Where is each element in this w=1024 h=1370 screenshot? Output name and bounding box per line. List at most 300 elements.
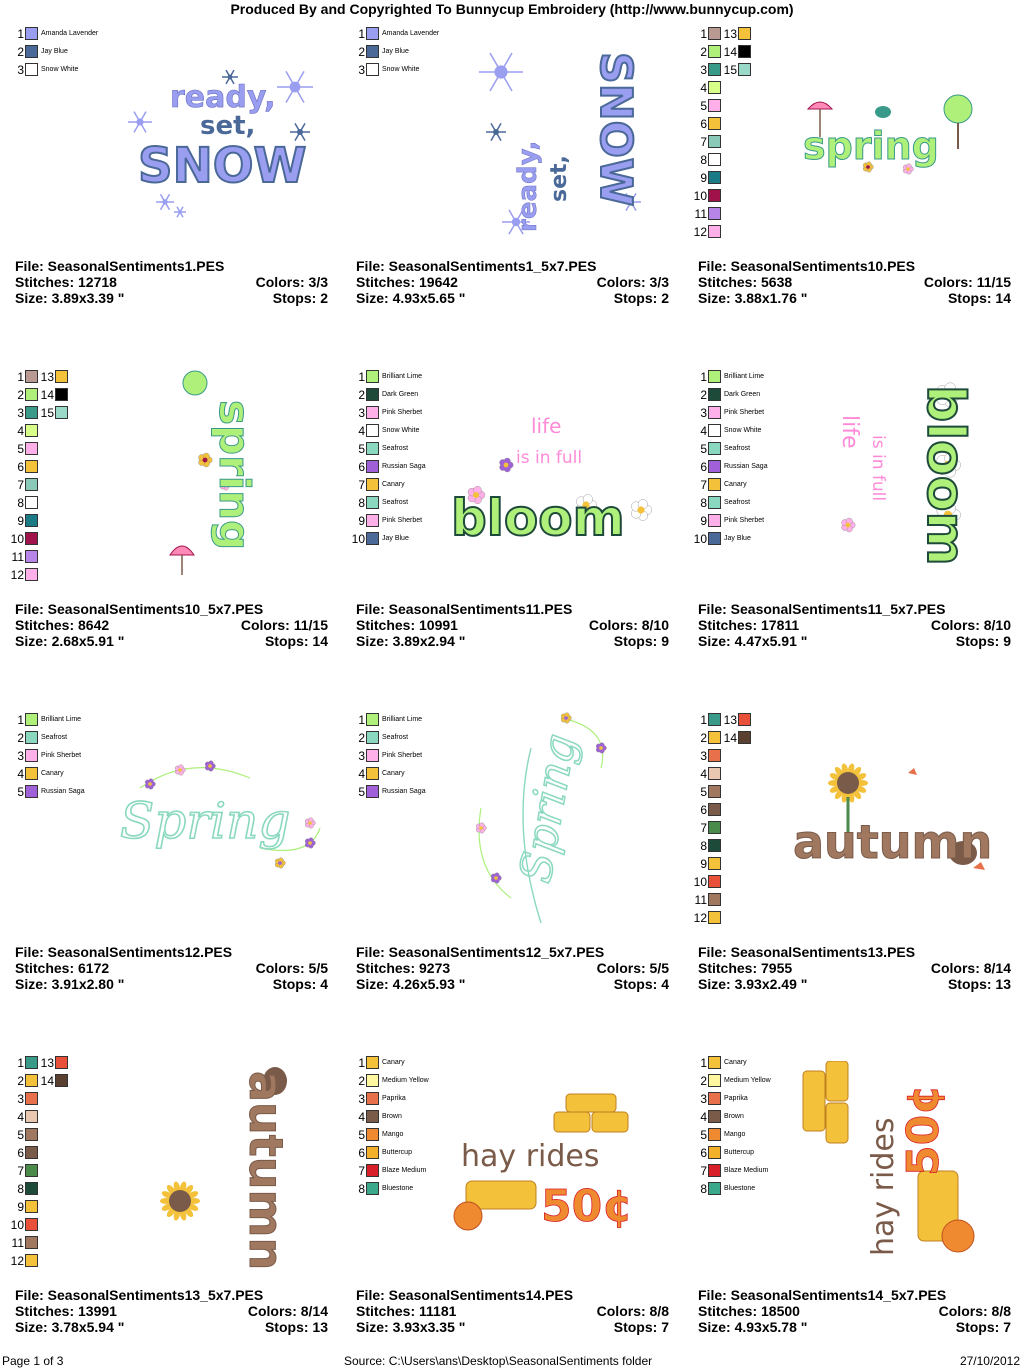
legend-entry <box>6 1055 38 1071</box>
design-size: 4.93x5.78 <box>734 1319 797 1335</box>
color-swatch <box>708 514 721 527</box>
design-preview-image <box>120 57 330 227</box>
color-swatch <box>25 1218 38 1231</box>
design-info <box>698 601 1011 649</box>
inch-mark: " <box>796 290 808 306</box>
design-size: 3.91x2.80 <box>51 976 114 992</box>
stops-label: Stops: <box>947 976 996 992</box>
color-swatch <box>708 424 721 437</box>
stitches-label: Stitches: <box>356 274 420 290</box>
legend-number: 1 <box>700 370 707 384</box>
legend-number: 8 <box>358 1182 365 1196</box>
color-swatch <box>25 1128 38 1141</box>
thread-name: Russian Saga <box>382 788 426 795</box>
stop-count: 9 <box>661 633 669 649</box>
legend-entry <box>347 513 422 529</box>
legend-number: 7 <box>700 1164 707 1178</box>
color-swatch <box>25 45 38 58</box>
thread-name: Blaze Medium <box>382 1167 427 1174</box>
color-count: 8/10 <box>983 617 1011 633</box>
legend-entry <box>347 477 405 493</box>
color-swatch <box>366 1110 379 1123</box>
design-card <box>341 365 681 708</box>
inch-mark: " <box>454 1319 466 1335</box>
legend-entry <box>6 1235 38 1251</box>
legend-number: 4 <box>700 1110 707 1124</box>
thread-name: Brown <box>724 1113 744 1120</box>
legend-entry <box>689 152 721 168</box>
size-label: Size: <box>698 1319 735 1335</box>
legend-entry <box>689 712 721 728</box>
design-size: 4.26x5.93 <box>392 976 455 992</box>
legend-number: 14 <box>40 1074 54 1088</box>
stop-count: 13 <box>995 976 1011 992</box>
file-name: SeasonalSentiments13.PES <box>730 944 916 960</box>
legend-number: 4 <box>700 81 707 95</box>
color-swatch <box>366 767 379 780</box>
legend-entry <box>347 26 439 42</box>
embroidery-artwork <box>456 42 656 242</box>
embroidery-artwork <box>150 1051 300 1281</box>
legend-entry <box>689 387 760 403</box>
legend-number: 3 <box>358 749 365 763</box>
design-info <box>356 1287 669 1335</box>
file-label: File: <box>356 601 389 617</box>
size-label: Size: <box>356 633 393 649</box>
legend-number: 10 <box>693 875 707 889</box>
legend-number: 8 <box>700 839 707 853</box>
legend-entry <box>36 369 68 385</box>
thread-name: Jay Blue <box>382 48 409 55</box>
thread-name: Buttercup <box>724 1149 754 1156</box>
color-count: 3/3 <box>649 274 669 290</box>
design-info <box>356 944 669 992</box>
color-swatch <box>366 45 379 58</box>
thread-name: Medium Yellow <box>724 1077 771 1084</box>
legend-entry <box>6 531 38 547</box>
thread-name: Canary <box>41 770 64 777</box>
design-info <box>356 258 669 306</box>
legend-number: 4 <box>17 767 24 781</box>
legend-number: 11 <box>694 893 707 907</box>
thread-name: Canary <box>724 1059 747 1066</box>
legend-number: 9 <box>700 514 707 528</box>
color-swatch <box>366 370 379 383</box>
print-date: 27/10/2012 <box>959 1354 1020 1368</box>
stitches-label: Stitches: <box>15 274 79 290</box>
legend-number: 13 <box>723 27 737 41</box>
color-swatch <box>366 63 379 76</box>
legend-number: 4 <box>17 1110 24 1124</box>
legend-entry <box>6 441 38 457</box>
design-card <box>683 1051 1023 1370</box>
legend-number: 6 <box>700 460 707 474</box>
legend-number: 8 <box>17 1182 24 1196</box>
file-name: SeasonalSentiments1.PES <box>47 258 225 274</box>
color-swatch <box>366 442 379 455</box>
legend-entry <box>347 405 422 421</box>
legend-number: 7 <box>17 478 24 492</box>
stops-label: Stops: <box>613 1319 662 1335</box>
legend-entry <box>719 730 751 746</box>
legend-number: 2 <box>700 731 707 745</box>
legend-entry <box>6 1199 38 1215</box>
legend-entry <box>36 1073 68 1089</box>
color-swatch <box>55 406 68 419</box>
thread-name: Buttercup <box>382 1149 412 1156</box>
legend-number: 11 <box>11 550 24 564</box>
colors-label: Colors: <box>588 617 642 633</box>
legend-number: 9 <box>700 857 707 871</box>
color-swatch <box>708 1146 721 1159</box>
design-preview-image <box>110 748 330 888</box>
legend-number: 1 <box>700 27 707 41</box>
color-swatch <box>708 839 721 852</box>
legend-entry <box>36 405 68 421</box>
color-swatch <box>708 99 721 112</box>
color-swatch <box>55 388 68 401</box>
color-swatch <box>366 478 379 491</box>
color-swatch <box>25 568 38 581</box>
file-name: SeasonalSentiments11_5x7.PES <box>730 601 946 617</box>
thread-name: Seafrost <box>382 445 409 452</box>
color-swatch <box>366 1182 379 1195</box>
file-label: File: <box>356 1287 389 1303</box>
art-word-is-in-full: is in full <box>868 435 888 502</box>
legend-entry <box>689 784 721 800</box>
color-swatch <box>708 225 721 238</box>
legend-number: 1 <box>17 1056 24 1070</box>
legend-entry <box>6 1181 38 1197</box>
file-label: File: <box>698 258 731 274</box>
legend-number: 3 <box>700 406 707 420</box>
legend-number: 2 <box>700 388 707 402</box>
legend-entry <box>719 26 751 42</box>
legend-number: 10 <box>693 532 707 546</box>
stitches-label: Stitches: <box>698 1303 762 1319</box>
stop-count: 9 <box>1003 633 1011 649</box>
thread-name: Snow White <box>724 427 762 434</box>
colors-label: Colors: <box>255 960 309 976</box>
art-word-set: set, <box>200 111 256 141</box>
legend-entry <box>6 495 38 511</box>
thread-name: Blaze Medium <box>724 1167 769 1174</box>
size-label: Size: <box>356 1319 393 1335</box>
embroidery-artwork <box>155 365 265 585</box>
design-preview-image <box>788 753 998 883</box>
design-info <box>15 944 328 992</box>
thread-name: Seafrost <box>382 734 409 741</box>
thread-name: Jay Blue <box>41 48 68 55</box>
color-swatch <box>25 424 38 437</box>
color-swatch <box>25 27 38 40</box>
color-swatch <box>25 442 38 455</box>
legend-entry <box>689 98 721 114</box>
legend-entry <box>6 513 38 529</box>
art-word-ready: ready, <box>513 140 543 232</box>
color-swatch <box>366 424 379 437</box>
legend-number: 2 <box>17 388 24 402</box>
design-preview-image <box>798 1061 988 1261</box>
legend-entry <box>689 495 750 511</box>
color-swatch <box>366 1128 379 1141</box>
color-swatch <box>738 63 751 76</box>
legend-number: 7 <box>700 135 707 149</box>
page-header: Produced By and Copyrighted To Bunnycup Embroidery (http://www.bunnycup.com) <box>230 1 794 17</box>
stop-count: 2 <box>661 290 669 306</box>
color-swatch <box>708 821 721 834</box>
file-name: SeasonalSentiments12_5x7.PES <box>388 944 605 960</box>
legend-number: 7 <box>358 1164 365 1178</box>
design-info <box>698 944 1011 992</box>
legend-number: 1 <box>17 713 24 727</box>
color-swatch <box>25 731 38 744</box>
color-swatch <box>738 713 751 726</box>
inch-mark: " <box>796 976 808 992</box>
design-preview-image <box>446 1086 666 1236</box>
legend-number: 10 <box>351 532 365 546</box>
color-swatch <box>25 749 38 762</box>
inch-mark: " <box>454 976 466 992</box>
design-card <box>341 1051 681 1370</box>
thread-name: Russian Saga <box>41 788 85 795</box>
thread-name: Amanda Lavender <box>382 30 440 37</box>
legend-number: 1 <box>358 713 365 727</box>
embroidery-artwork <box>446 405 666 555</box>
stitches-label: Stitches: <box>698 274 762 290</box>
colors-label: Colors: <box>255 274 309 290</box>
color-swatch <box>25 514 38 527</box>
art-word-is-in-full: is in full <box>516 448 583 468</box>
colors-label: Colors: <box>938 1303 992 1319</box>
thread-name: Snow White <box>382 427 420 434</box>
art-word-set: set, <box>547 155 572 202</box>
legend-entry <box>347 369 422 385</box>
thread-name: Amanda Lavender <box>41 30 99 37</box>
source-path: Source: C:\Users\ans\Desktop\SeasonalSentiments folder <box>344 1354 653 1368</box>
thread-name: Paprika <box>382 1095 406 1102</box>
legend-entry <box>689 369 764 385</box>
thread-name: Dark Green <box>382 391 419 398</box>
design-card <box>341 22 681 365</box>
color-count: 11/15 <box>976 274 1011 290</box>
legend-number: 8 <box>17 496 24 510</box>
color-swatch <box>366 1074 379 1087</box>
legend-entry <box>347 44 409 60</box>
color-swatch <box>25 767 38 780</box>
page-number: Page 1 of 3 <box>2 1354 64 1368</box>
legend-number: 6 <box>17 460 24 474</box>
thread-name: Snow White <box>41 66 79 73</box>
thread-name: Seafrost <box>724 445 751 452</box>
color-swatch <box>55 1074 68 1087</box>
stitches-label: Stitches: <box>698 617 762 633</box>
color-swatch <box>708 875 721 888</box>
thread-name: Jay Blue <box>382 535 409 542</box>
legend-entry <box>689 423 761 439</box>
legend-number: 4 <box>358 767 365 781</box>
thread-name: Brilliant Lime <box>41 716 82 723</box>
design-info <box>698 1287 1011 1335</box>
stops-label: Stops: <box>264 633 313 649</box>
size-label: Size: <box>356 290 393 306</box>
legend-entry <box>689 820 721 836</box>
color-swatch <box>708 1056 721 1069</box>
inch-mark: " <box>454 290 466 306</box>
legend-number: 5 <box>358 785 365 799</box>
legend-number: 14 <box>40 388 54 402</box>
page-footer <box>0 1352 1024 1370</box>
design-preview-image <box>788 87 988 187</box>
art-word-snow: SNOW <box>138 138 307 194</box>
color-swatch <box>708 406 721 419</box>
color-swatch <box>708 911 721 924</box>
thread-name: Pink Sherbet <box>724 409 765 416</box>
stitch-count: 11181 <box>419 1303 457 1319</box>
legend-entry <box>6 1217 38 1233</box>
legend-number: 5 <box>700 1128 707 1142</box>
stops-label: Stops: <box>272 976 321 992</box>
legend-entry <box>689 1181 755 1197</box>
design-size: 3.89x2.94 <box>392 633 455 649</box>
embroidery-artwork <box>788 753 998 883</box>
legend-number: 12 <box>693 911 707 925</box>
design-preview-image <box>446 405 666 555</box>
legend-entry <box>6 784 85 800</box>
file-label: File: <box>15 258 48 274</box>
color-swatch <box>738 45 751 58</box>
legend-entry <box>689 802 721 818</box>
legend-number: 13 <box>723 713 737 727</box>
thread-name: Seafrost <box>41 734 68 741</box>
color-swatch <box>366 731 379 744</box>
legend-entry <box>36 1055 68 1071</box>
thread-name: Seafrost <box>382 499 409 506</box>
color-swatch <box>708 1074 721 1087</box>
legend-entry <box>689 910 721 926</box>
legend-entry <box>6 1073 38 1089</box>
legend-entry <box>719 62 751 78</box>
design-size: 2.68x5.91 <box>51 633 114 649</box>
inch-mark: " <box>796 633 808 649</box>
legend-entry <box>689 838 721 854</box>
stitch-count: 10991 <box>419 617 458 633</box>
thread-name: Russian Saga <box>724 463 768 470</box>
file-label: File: <box>356 258 389 274</box>
color-swatch <box>25 1182 38 1195</box>
legend-entry <box>689 892 721 908</box>
legend-number: 11 <box>11 1236 24 1250</box>
legend-number: 3 <box>700 1092 707 1106</box>
legend-number: 3 <box>700 749 707 763</box>
color-swatch <box>25 550 38 563</box>
design-size: 4.47x5.91 <box>734 633 797 649</box>
legend-entry <box>347 748 422 764</box>
design-info <box>15 601 328 649</box>
legend-number: 7 <box>358 478 365 492</box>
embroidery-artwork <box>788 87 988 187</box>
legend-entry <box>347 1145 412 1161</box>
color-swatch <box>708 153 721 166</box>
inch-mark: " <box>454 633 466 649</box>
stitch-count: 13991 <box>78 1303 117 1319</box>
legend-number: 6 <box>358 1146 365 1160</box>
color-swatch <box>25 1236 38 1249</box>
legend-entry <box>6 459 38 475</box>
legend-number: 1 <box>700 1056 707 1070</box>
design-card <box>683 365 1023 708</box>
legend-entry <box>689 513 764 529</box>
file-label: File: <box>698 944 731 960</box>
file-name: SeasonalSentiments10.PES <box>730 258 916 274</box>
color-count: 8/14 <box>300 1303 328 1319</box>
legend-number: 10 <box>10 1218 24 1232</box>
color-swatch <box>708 785 721 798</box>
design-preview-image <box>150 1051 300 1281</box>
legend-number: 5 <box>17 785 24 799</box>
legend-entry <box>689 1091 748 1107</box>
stops-label: Stops: <box>272 290 321 306</box>
legend-entry <box>347 1109 402 1125</box>
legend-number: 5 <box>700 442 707 456</box>
thread-name: Snow White <box>382 66 420 73</box>
inch-mark: " <box>113 1319 125 1335</box>
color-swatch <box>366 785 379 798</box>
legend-entry <box>6 1145 38 1161</box>
stops-label: Stops: <box>955 633 1004 649</box>
legend-number: 5 <box>358 442 365 456</box>
stop-count: 14 <box>995 290 1011 306</box>
stitch-count: 6172 <box>78 960 110 976</box>
design-preview-image <box>456 42 656 242</box>
color-swatch <box>708 442 721 455</box>
stitch-count: 8642 <box>78 617 110 633</box>
color-count: 8/10 <box>641 617 669 633</box>
color-swatch <box>708 135 721 148</box>
color-swatch <box>366 514 379 527</box>
legend-entry <box>689 730 721 746</box>
legend-number: 12 <box>693 225 707 239</box>
color-swatch <box>366 27 379 40</box>
colors-label: Colors: <box>930 960 984 976</box>
color-swatch <box>25 1110 38 1123</box>
legend-entry <box>6 1253 38 1269</box>
design-card <box>0 22 340 365</box>
legend-entry <box>689 206 721 222</box>
inch-mark: " <box>113 290 125 306</box>
legend-entry <box>6 405 38 421</box>
legend-number: 10 <box>693 189 707 203</box>
color-swatch <box>366 713 379 726</box>
legend-number: 3 <box>17 63 24 77</box>
art-word-price: 50¢ <box>898 1084 949 1176</box>
color-swatch <box>25 713 38 726</box>
color-swatch <box>25 496 38 509</box>
color-swatch <box>708 893 721 906</box>
size-label: Size: <box>15 290 52 306</box>
colors-label: Colors: <box>596 1303 650 1319</box>
design-size: 3.89x3.39 <box>51 290 114 306</box>
legend-number: 1 <box>17 27 24 41</box>
stops-label: Stops: <box>613 976 662 992</box>
stitches-label: Stitches: <box>15 1303 79 1319</box>
legend-entry <box>6 730 67 746</box>
stitch-count: 7955 <box>761 960 793 976</box>
legend-number: 8 <box>700 153 707 167</box>
inch-mark: " <box>113 976 125 992</box>
size-label: Size: <box>698 290 735 306</box>
legend-entry <box>6 1127 38 1143</box>
